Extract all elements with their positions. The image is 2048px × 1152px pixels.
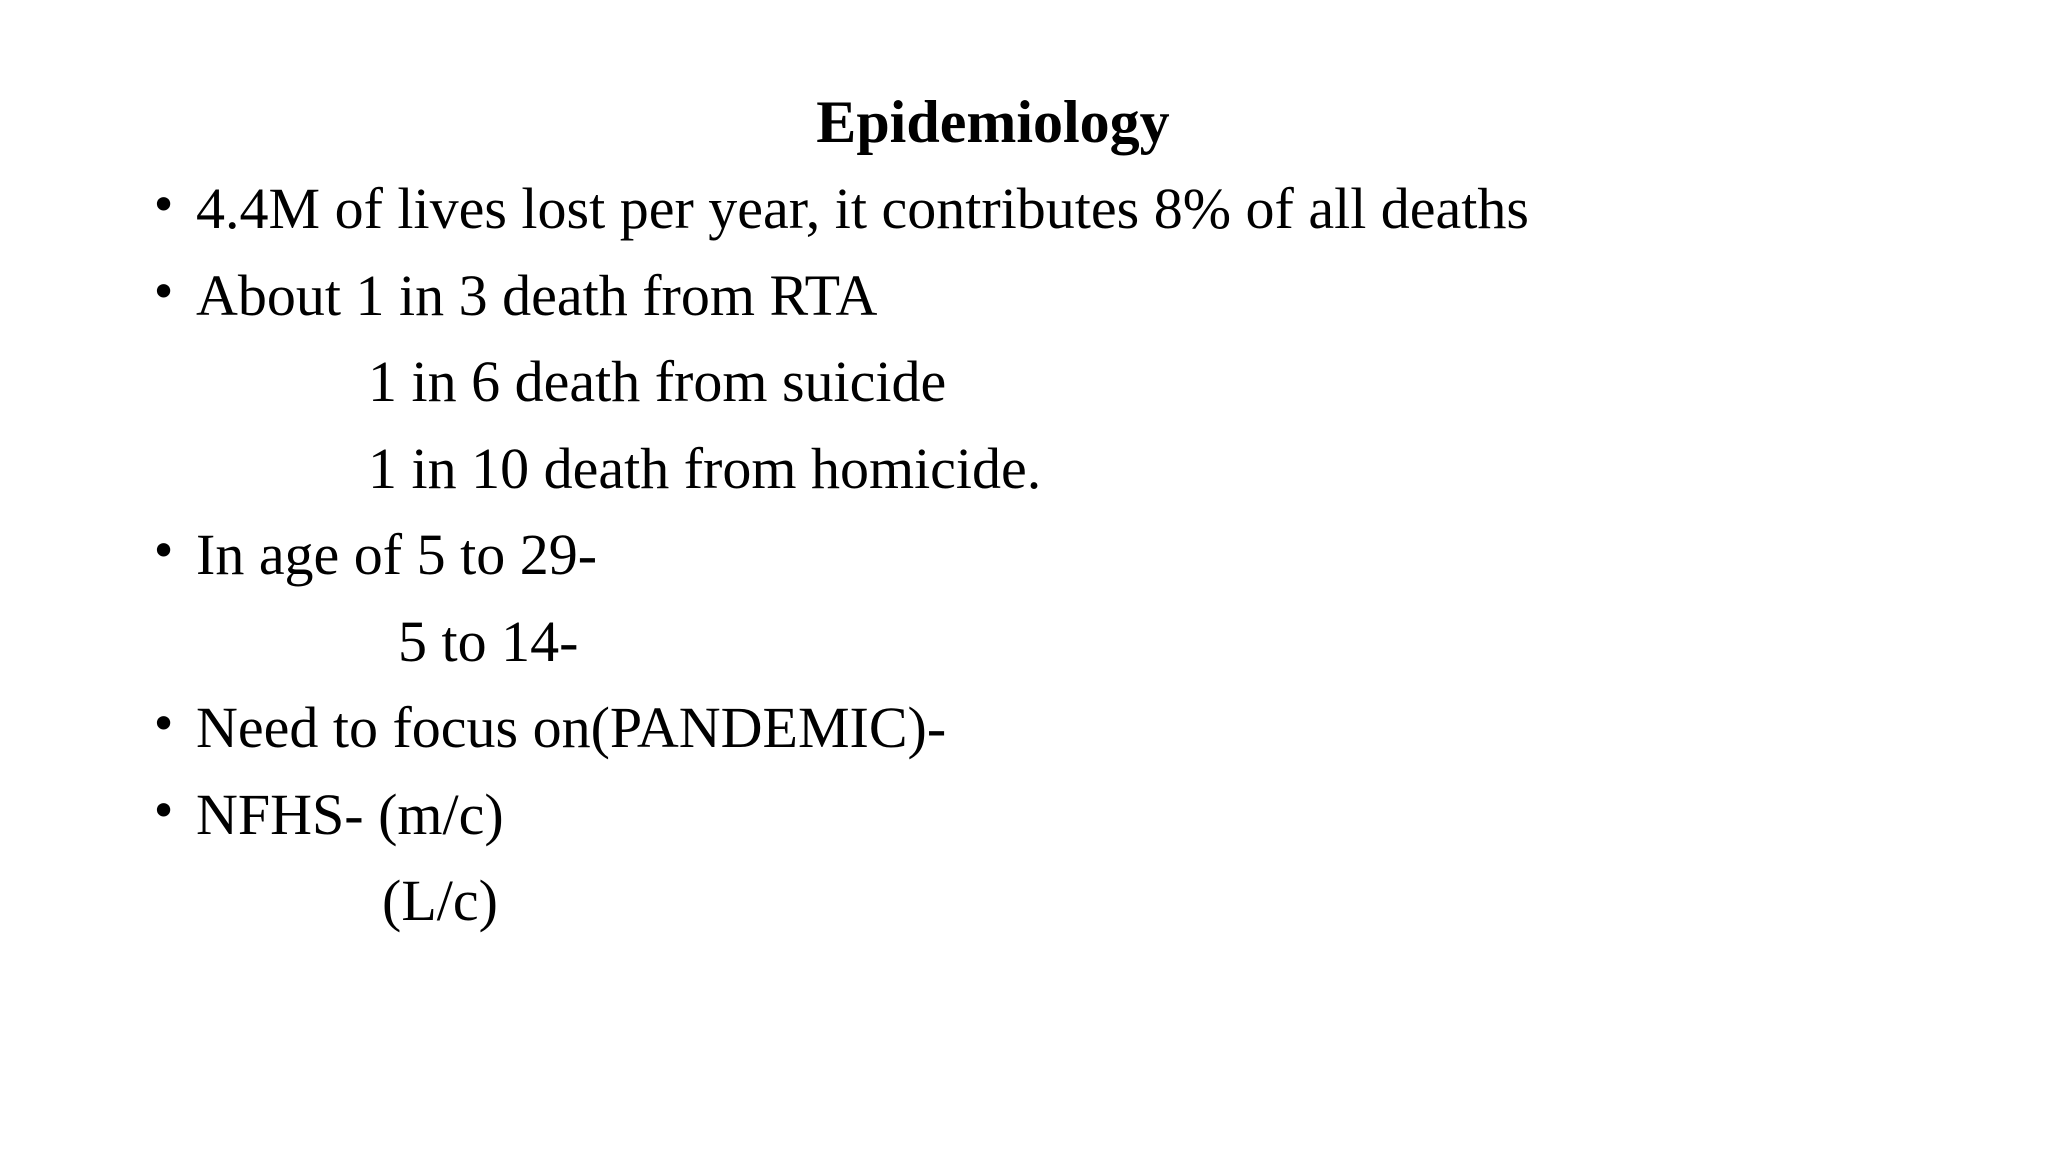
- bullet-icon: •: [150, 264, 178, 319]
- list-item: [150, 772, 1900, 859]
- bullet-list: [150, 166, 1900, 945]
- list-item: [150, 166, 1900, 253]
- list-item-text: NFHS- (m/c): [196, 781, 504, 847]
- list-item-continuation: [150, 858, 1900, 945]
- list-item-text: About 1 in 3 death from RTA: [196, 262, 878, 328]
- list-item-text: 5 to 14-: [398, 608, 579, 674]
- list-item: [150, 512, 1900, 599]
- list-item-continuation: [150, 426, 1900, 513]
- list-item-text: 1 in 6 death from suicide: [368, 349, 947, 414]
- slide-title: Epidemiology: [816, 89, 1170, 155]
- bullet-icon: •: [150, 697, 178, 751]
- bullet-icon: •: [150, 783, 178, 838]
- list-item: [150, 685, 1900, 772]
- list-item-continuation: [150, 599, 1900, 686]
- list-item-text: In age of 5 to 29-: [196, 522, 598, 587]
- bullet-icon: •: [150, 178, 178, 232]
- list-item-text: 1 in 10 death from homicide.: [368, 435, 1042, 501]
- list-item-text: (L/c): [382, 868, 498, 933]
- list-item-text: Need to focus on(PANDEMIC)-: [196, 695, 947, 760]
- bullet-icon: •: [150, 524, 178, 578]
- list-item-text: 4.4M of lives lost per year, it contributes 8% of all deaths: [196, 176, 1529, 241]
- list-item-continuation: [150, 339, 1900, 426]
- list-item: [150, 253, 1900, 340]
